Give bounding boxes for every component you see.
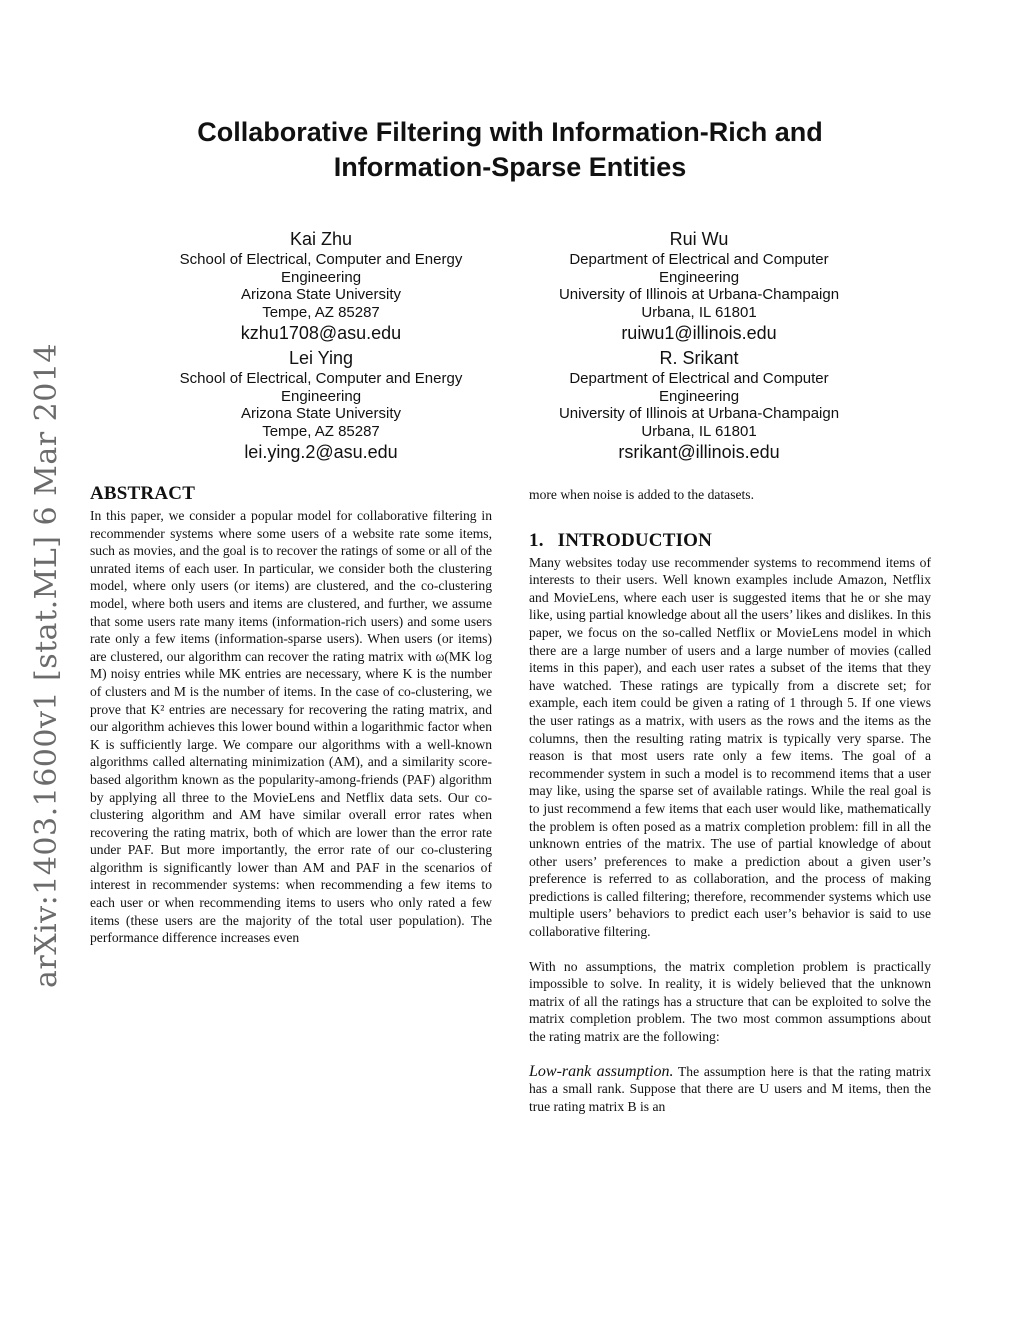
abstract-continuation: more when noise is added to the datasets. [529, 487, 754, 502]
author-block-r-srikant [509, 347, 889, 463]
author-dept: School of Electrical, Computer and Energy [179, 251, 463, 268]
author-block-lei-ying [131, 347, 511, 463]
author-university: Arizona State University [240, 405, 402, 422]
author-dept-cont: Engineering [658, 387, 740, 405]
author-location: Urbana, IL 61801 [641, 303, 757, 321]
arxiv-id: arXiv:1403.1600v1 [stat.ML] 6 Mar 2014 [28, 342, 64, 988]
arxiv-stamp [16, 342, 76, 988]
author-name: Lei Ying [288, 348, 354, 368]
paper-title [100, 115, 920, 185]
author-location: Urbana, IL 61801 [641, 422, 757, 440]
abstract-heading: ABSTRACT [90, 483, 196, 504]
left-column [90, 483, 492, 947]
author-email: rsrikant@illinois.edu [618, 442, 780, 462]
lowrank-heading: Low-rank assumption. [529, 1062, 674, 1080]
author-location: Tempe, AZ 85287 [262, 422, 380, 440]
title-line-1: Collaborative Filtering with Information-Rich and [197, 117, 823, 147]
author-university: University of Illinois at Urbana-Champaign [558, 405, 840, 422]
author-dept: School of Electrical, Computer and Energy [179, 370, 463, 387]
author-email: kzhu1708@asu.edu [240, 323, 402, 343]
intro-paragraph-1: Many websites today use recommender systems to recommend items of interests to their users. Well known examples include Amazon, Netflix and MovieLens, where each user is suggested items that he or she may like, using partial knowledge about all the users’ likes and dislikes. In this paper, we focus on the so-called Netflix or MovieLens model in which there are a large number of users and a large number of movies (called items in this paper), and each user rates a subset of the items that they have watched. These ratings are typically from a discrete set; for example, each item could be given a rating of 1 through 5. If one views the user ratings as a matrix, with users as the rows and the items as the columns, then the resulting rating matrix is typically very sparse. The reason is that most users rate only a few items. The goal of a recommender system in such a model is to recommend items that a user may like, using the sparse set of available ratings. While the real goal is to just recommend a few items that each user would like, mathematically the problem is often posed as a matrix completion problem: fill in all the unknown entries of the matrix. The use of partial knowledge of about other users’ preferences to make a prediction about a given user’s preference is referred to as collaboration, and the process of making predictions is called filtering; therefore, recommender systems which use multiple users’ behaviors to predict each user’s behavior is said to use collaborative filtering. [529, 554, 931, 940]
author-location: Tempe, AZ 85287 [262, 303, 380, 321]
author-name: R. Srikant [659, 348, 739, 368]
abstract-text: In this paper, we consider a popular model for collaborative filtering in recommender systems where some users of a website rate some items, such as movies, and the goal is to recover the ratings of some or all of the unrated items of each user. In particular, we consider both the clustering model, where only users (or items) are clustered, and the co-clustering model, where both users and items are clustered, and further, we assume that some users rate many items (information-rich users) and some users rate only a few items (information-sparse users). When users (or items) are clustered, our algorithm can recover the rating matrix with ω(MK log M) noisy entries while MK entries are necessary, where K is the number of clusters and M is the number of items. In the case of co-clustering, we prove that K² entries are necessary for recovering the rating matrix, and our algorithm achieves this lower bound within a logarithmic factor when K is sufficiently large. We compare our algorithms with a well-known algorithms called alternating minimization (AM), and a similarity score-based algorithm known as the popularity-among-friends (PAF) algorithm by applying all three to the MovieLens and Netflix data sets. Our co-clustering algorithm and AM have similar overall error rates when recovering the rating matrix, both of which are lower than the error rate under PAF. But more importantly, the error rate of our co-clustering algorithm is significantly lower than AM and PAF in the scenarios of interest in recommender systems: when recommending a few items to each user or when recommending items to users who only rated a few items (these users are the majority of the total user population). The performance difference increases even [90, 508, 492, 946]
section-number: 1. [529, 529, 544, 551]
author-block-kai-zhu [131, 228, 511, 344]
author-university: Arizona State University [240, 286, 402, 303]
author-email: ruiwu1@illinois.edu [621, 323, 777, 343]
intro-paragraph-2: With no assumptions, the matrix completion problem is practically impossible to solve. In reality, it is widely believed that the unknown matrix of all the ratings has a structure that can be exploited to solve the matrix completion problem. The two most common assumptions about the rating matrix are the following: [529, 958, 931, 1045]
author-dept-cont: Engineering [280, 387, 362, 405]
author-block-rui-wu [509, 228, 889, 344]
author-email: lei.ying.2@asu.edu [244, 442, 398, 462]
author-dept-cont: Engineering [280, 268, 362, 286]
intro-paragraph-3 [529, 1063, 931, 1116]
author-dept-cont: Engineering [658, 268, 740, 286]
author-dept: Department of Electrical and Computer [569, 251, 829, 268]
right-column [529, 486, 931, 1115]
section-title: INTRODUCTION [557, 529, 713, 551]
author-name: Kai Zhu [289, 229, 353, 249]
author-name: Rui Wu [669, 229, 729, 249]
introduction-heading [529, 530, 931, 552]
author-dept: Department of Electrical and Computer [569, 370, 829, 387]
lowrank-text: The assumption here is that the rating matrix has a small rank. Suppose that there are U users and M items, then the true rating matrix B is an [529, 1063, 931, 1114]
title-line-2: Information-Sparse Entities [333, 152, 687, 182]
author-university: University of Illinois at Urbana-Champaign [558, 286, 840, 303]
